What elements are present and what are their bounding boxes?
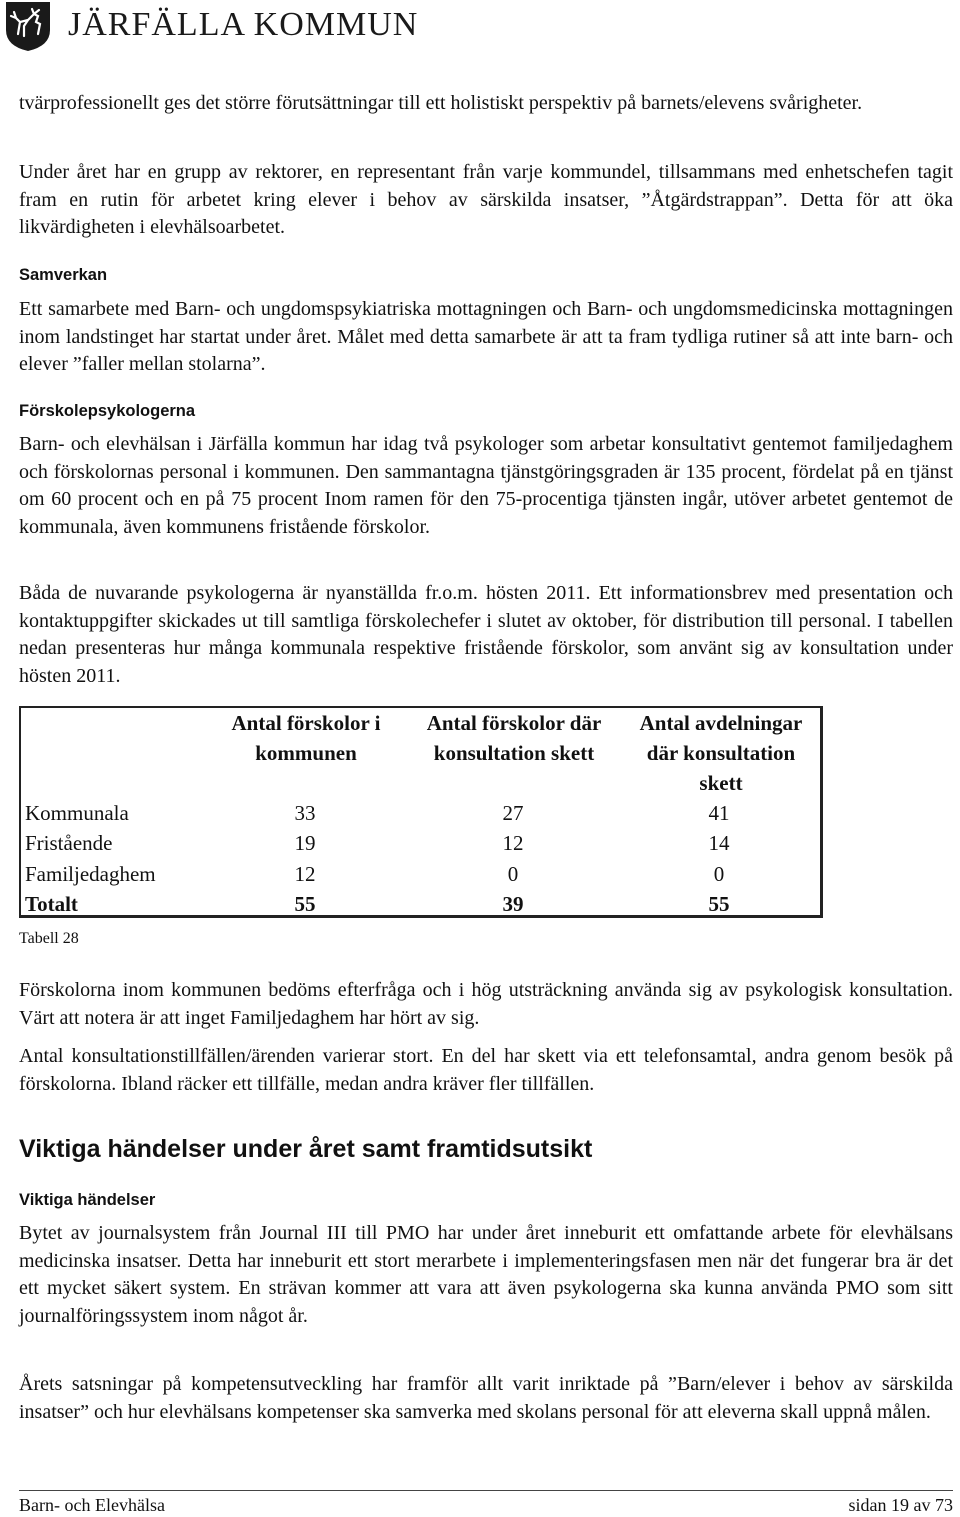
heading-samverkan: Samverkan — [19, 266, 108, 284]
paragraph-intro: tvärprofessionellt ges det större förutsättningar till ett holistiskt perspektiv på barnets/elevens svårigheter. — [19, 92, 863, 114]
paragraph-nyanstallda: Båda de nuvarande psykologerna är nyanställda fr.o.m. hösten 2011. Ett informationsbrev med presentation och kontaktuppgifter skickades ut till samtliga förskolechefer i slutet av oktober, för distribution till personal. I tabellen nedan presenteras hur många kommunala respektive fristående förskolor, som använt sig av konsultation under hösten 2011. — [19, 582, 953, 687]
paragraph-konsultationstillfallen: Antal konsultationstillfällen/ärenden varierar stort. En del har skett via ett telefonsamtal, andra genom besök på förskolorna. Ibland räcker ett tillfälle, medan andra kräver fler tillfällen. — [19, 1045, 953, 1095]
paragraph-journalsystem: Bytet av journalsystem från Journal III till PMO har under året inneburit ett omfattande arbete för elevhälsans medicinska insatser. Detta har inneburit ett stort merarbete i implementeringsfasen men när det fungerar bra är det ett mycket säkert system. En strävan kommer att vara att även psykologerna ska kunna använda PMO som sitt journalföringssystem inom något år. — [19, 1222, 953, 1327]
paragraph-atgardstrappan: Under året har en grupp av rektorer, en representant från varje kommundel, tillsammans med enhetschefen tagit fram en rutin för arbetet kring elever i behov av särskilda insatser, ”Åtgärdstrappan”. Detta för att öka likvärdigheten i elevhälsoarbetet. — [19, 161, 953, 238]
org-name: JÄRFÄLLA KOMMUN — [68, 6, 419, 43]
footer-page-number: sidan 19 av 73 — [848, 1495, 953, 1515]
table-header-col1: Antal förskolor i kommunen — [231, 711, 381, 765]
consultation-table: Antal förskolor i kommunen Antal förskolor där konsultation skett Antal avdelningar där konsultation skett Kommunala 33 27 41 Fristående 19 12 14 Familjedaghem 12 0 0 Totalt 55 39 55 — [19, 706, 823, 918]
subheading-viktiga-handelser: Viktiga händelser — [19, 1191, 156, 1209]
table-caption: Tabell 28 — [19, 930, 79, 947]
paragraph-samverkan: Ett samarbete med Barn- och ungdomspsykiatriska mottagningen och Barn- och ungdomsmedicinska mottagningen inom landstinget har startat under året. Målet med detta samarbete är att ta fram tydliga rutiner så att inte barn- och elever ”faller mellan stolarna”. — [19, 298, 953, 375]
heading-forskolepsykologerna: Förskolepsykologerna — [19, 402, 196, 420]
table-header-col2: Antal förskolor där konsultation skett — [426, 711, 602, 765]
footer-divider — [19, 1490, 953, 1491]
section-heading: Viktiga händelser under året samt framtidsutsikt — [19, 1135, 593, 1163]
paragraph-psykologer: Barn- och elevhälsan i Järfälla kommun har idag två psykologer som arbetar konsultativt gentemot familjedaghem och förskolornas personal i kommunen. Den sammantagna tjänstgöringsgraden är 135 procent, fördelat på en tjänst om 60 procent och en på 75 procent Inom ramen för den 75-procentiga tjänsten ingår, utöver arbetet gentemot de kommunala, även kommunens fristående förskolor. — [19, 433, 953, 538]
paragraph-efterfragan: Förskolorna inom kommunen bedöms efterfråga och i hög utsträckning använda sig av psykologisk konsultation. Värt att notera är att inget Familjedaghem har hört av sig. — [19, 979, 953, 1029]
paragraph-kompetensutveckling: Årets satsningar på kompetensutveckling har framför allt varit inriktade på ”Barn/elever i behov av särskilda insatser” och hur elevhälsans kompetenser ska samverka med skolans personal för att eleverna skall uppnå målen. — [19, 1373, 953, 1423]
footer-section-name: Barn- och Elevhälsa — [19, 1495, 165, 1515]
page-header — [0, 0, 960, 60]
reindeer-crest-icon — [2, 0, 54, 52]
table-header-col3: Antal avdelningar där konsultation skett — [639, 711, 803, 795]
